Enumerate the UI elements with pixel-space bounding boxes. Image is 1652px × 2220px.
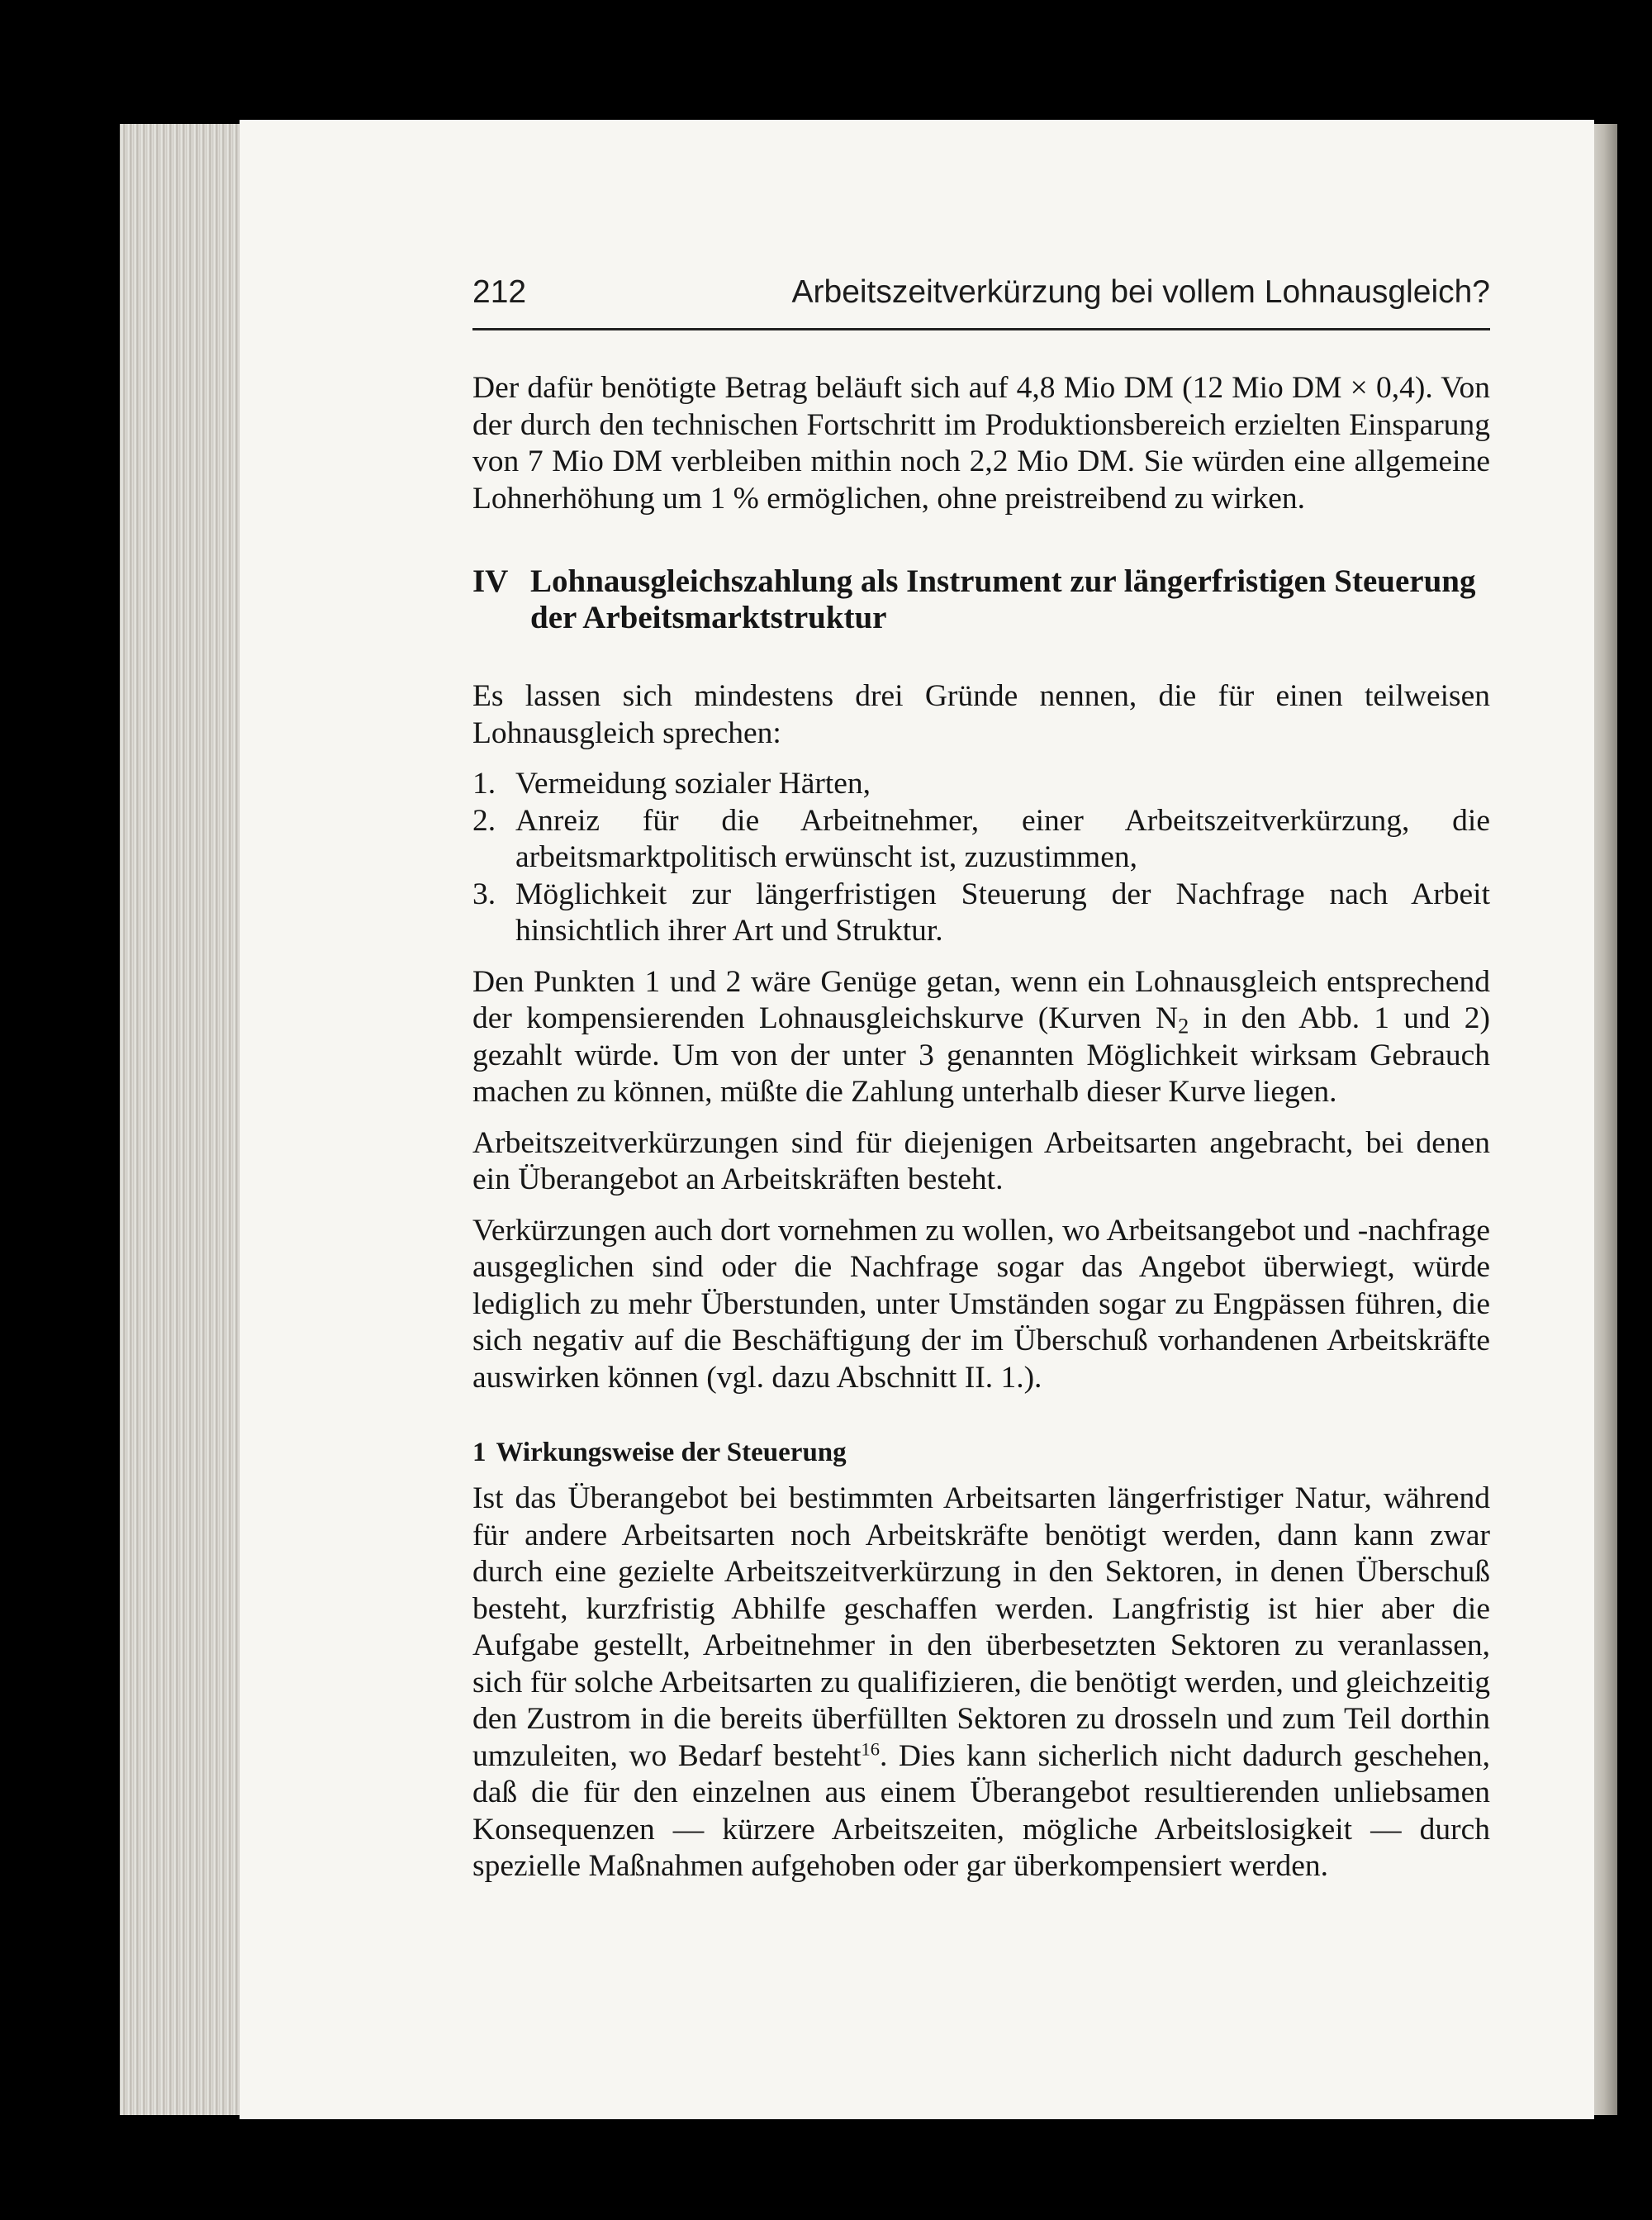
list-item-text: Vermeidung sozialer Härten, xyxy=(515,767,871,801)
list-item-text: Anreiz für die Arbeitnehmer, einer Arbeitszeitverkürzung, die arbeitsmarktpolitisch erwünscht ist, zuzustimmen, xyxy=(515,803,1490,874)
list-item-number: 3. xyxy=(472,877,496,911)
page-number: 212 xyxy=(472,274,527,310)
balance-paragraph: Verkürzungen auch dort vornehmen zu wollen, wo Arbeitsangebot und -nachfrage ausgeglichen sind oder die Nachfrage sogar das Angebot überwiegt, würde lediglich zu mehr Überstunden, unter Umständen sogar zu Engpässen führen, die sich negativ auf die Beschäftigung der im Überschuß vorhandenen Arbeitskräfte auswirken können (vgl. dazu Abschnitt II. 1.). xyxy=(472,1213,1490,1395)
steering-text-after: . Dies kann sicherlich nicht dadurch geschehen, daß die für den einzelnen aus einem Überangebot resultierenden unliebsamen Konsequenzen — kürzere Arbeitszeiten, mögliche Arbeitslosigkeit — durch spezielle Maßnahmen aufgehoben oder gar überkompensiert werden. xyxy=(472,1738,1490,1883)
steering-paragraph xyxy=(472,1481,1490,1885)
section-heading xyxy=(472,563,1490,636)
intro-paragraph: Der dafür benötigte Betrag beläuft sich auf 4,8 Mio DM (12 Mio DM × 0,4). Von der durch den technischen Fortschritt im Produktionsbereich erzielten Einsparung von 7 Mio DM verbleiben mithin noch 2,2 Mio DM. Sie würden eine allgemeine Lohnerhöhung um 1 % ermöglichen, ohne preistreibend zu wirken. xyxy=(472,371,1490,516)
list-item xyxy=(472,766,1490,803)
points-text-after: in den Abb. 1 und 2) gezahlt würde. Um von der unter 3 genannten Möglichkeit wirksam Gebrauch machen zu können, müßte die Zahlung unterhalb dieser Kurve liegen. xyxy=(472,1001,1490,1109)
list-item xyxy=(472,803,1490,877)
running-header xyxy=(472,274,1490,324)
header-rule xyxy=(472,328,1490,330)
subsection-title: Wirkungsweise der Steuerung xyxy=(496,1438,847,1467)
reasons-intro: Es lassen sich mindestens drei Gründe nennen, die für einen teilweisen Lohnausgleich sprechen: xyxy=(472,679,1490,750)
points-paragraph xyxy=(472,964,1490,1111)
footnote-marker: 16 xyxy=(861,1738,881,1760)
list-item xyxy=(472,877,1490,950)
section-number: IV xyxy=(472,563,509,599)
subsection-number: 1 xyxy=(472,1438,487,1467)
points-text-before: Den Punkten 1 und 2 wäre Genüge getan, wenn ein Lohnausgleich entsprechend der kompensierenden Lohnausgleichskurve (Kurven N xyxy=(472,964,1490,1035)
page-body xyxy=(472,370,1490,1899)
reductions-paragraph: Arbeitszeitverkürzungen sind für diejenigen Arbeitsarten angebracht, bei denen ein Überangebot an Arbeitskräften besteht. xyxy=(472,1125,1490,1196)
list-item-number: 2. xyxy=(472,803,496,838)
reasons-list xyxy=(472,766,1490,950)
running-title: Arbeitszeitverkürzung bei vollem Lohnausgleich? xyxy=(791,274,1490,310)
points-subscript: 2 xyxy=(1178,1014,1189,1039)
list-item-text: Möglichkeit zur längerfristigen Steuerung der Nachfrage nach Arbeit hinsichtlich ihrer Art und Struktur. xyxy=(515,877,1490,948)
list-item-number: 1. xyxy=(472,767,496,801)
section-title: Lohnausgleichszahlung als Instrument zur längerfristigen Steuerung der Arbeitsmarktstruktur xyxy=(530,563,1476,635)
steering-text-before: Ist das Überangebot bei bestimmten Arbeitsarten längerfristiger Natur, während für andere Arbeitsarten noch Arbeitskräfte benötigt werden, dann kann zwar durch eine gezielte Arbeitszeitverkürzung in den Sektoren, in denen Überschuß besteht, kurzfristig Abhilfe geschaffen werden. Langfristig ist hier aber die Aufgabe gestellt, Arbeitnehmer in den überbesetzten Sektoren zu veranlassen, sich für solche Arbeitsarten zu qualifizieren, die benötigt werden, und gleichzeitig den Zustrom in die bereits überfüllten Sektoren zu drosseln und zum Teil dorthin umzuleiten, wo Bedarf besteht xyxy=(472,1481,1490,1773)
subsection-heading xyxy=(472,1434,1490,1471)
page-stack-edge-left xyxy=(120,124,248,2115)
